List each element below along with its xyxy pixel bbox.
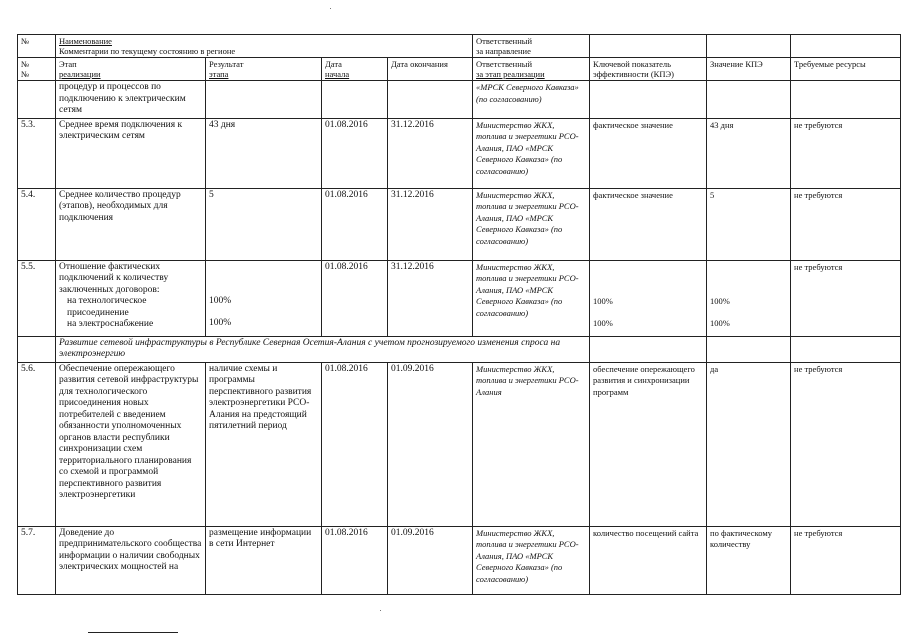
table-row <box>18 526 901 594</box>
col-resources: Требуемые ресурсы <box>791 58 901 81</box>
row-end: 01.09.2016 <box>388 362 473 526</box>
col-stage-line2: реализации <box>59 69 101 79</box>
col-start-line2: начала <box>325 69 350 79</box>
row-resources: не требуются <box>791 118 901 188</box>
cont-start <box>322 81 388 119</box>
plan-table <box>17 34 901 595</box>
header-responsible: Ответственный <box>476 36 533 46</box>
header-num: № <box>18 35 56 58</box>
row-kpe-value: да <box>707 362 791 526</box>
row-num: 5.5. <box>18 260 56 336</box>
col-result-line1: Результат <box>209 59 244 69</box>
header-responsible-cell <box>473 35 590 58</box>
header-empty-2 <box>707 35 791 58</box>
row-kpe: фактическое значение <box>590 188 707 260</box>
header-empty-3 <box>791 35 901 58</box>
scan-speck <box>380 610 381 611</box>
cont-num <box>18 81 56 119</box>
cont-kpe <box>590 81 707 119</box>
col-num-line1: № <box>21 59 30 69</box>
row-responsible: Министерство ЖКХ, топлива и энергетики РСО-Алания <box>473 362 590 526</box>
row-start: 01.08.2016 <box>322 362 388 526</box>
row-start: 01.08.2016 <box>322 188 388 260</box>
table-row <box>18 260 901 336</box>
cont-end <box>388 81 473 119</box>
row-resources: не требуются <box>791 260 901 336</box>
header-row <box>18 35 901 58</box>
col-start-line1: Дата <box>325 59 342 69</box>
row-result: наличие схемы и программы перспективного развития электроэнергетики РСО-Алания на предстоящий пятилетний период <box>206 362 322 526</box>
cont-stage: процедур и процессов по подключению к электрическим сетям <box>56 81 206 119</box>
row-result-b: 100% <box>209 295 232 306</box>
row-stage: Среднее количество процедур (этапов), необходимых для подключения <box>56 188 206 260</box>
footnote-divider <box>88 632 178 633</box>
cont-responsible: «МРСК Северного Кавказа» (по согласованию) <box>473 81 590 119</box>
row-kpe-value <box>707 260 791 336</box>
row-kpe-value: 43 дня <box>707 118 791 188</box>
row-stage-b: на технологическое присоединение <box>67 296 147 318</box>
table-row <box>18 81 901 119</box>
row-num: 5.4. <box>18 188 56 260</box>
row-stage: Обеспечение опережающего развития сетевой инфраструктуры для технологического присоединения новых потребителей с введением обязанности уполномоченных органов власти республики синхронизации схем территориального планирования со схемой и программой перспективного развития электроэнергетики <box>56 362 206 526</box>
scan-speck <box>330 8 331 9</box>
section-row <box>18 336 901 362</box>
table-row <box>18 362 901 526</box>
section-resources <box>791 336 901 362</box>
col-kpe-line1: Ключевой показатель <box>593 59 671 69</box>
row-stage: Доведение до предпринимательского сообщества информации о наличии свободных электрических мощностей на <box>56 526 206 594</box>
row-stage-c: на электроснабжение <box>67 319 154 329</box>
header-name-cell <box>56 35 473 58</box>
row-num: 5.6. <box>18 362 56 526</box>
col-stage-line1: Этап <box>59 59 77 69</box>
section-title: Развитие сетевой инфраструктуры в Республике Северная Осетия-Алания с учетом прогнозируемого изменения спроса на электроэнергию <box>56 336 590 362</box>
header-responsible-2: за направление <box>476 46 531 56</box>
row-kpe <box>590 260 707 336</box>
row-kpe: обеспечение опережающего развития и синхронизации программ <box>590 362 707 526</box>
col-resp-line1: Ответственный <box>476 59 533 69</box>
row-resources: не требуются <box>791 526 901 594</box>
row-kpe-value: по фактическому количеству <box>707 526 791 594</box>
row-end: 31.12.2016 <box>388 188 473 260</box>
col-kpe-value: Значение КПЭ <box>707 58 791 81</box>
row-num: 5.7. <box>18 526 56 594</box>
row-result: размещение информации в сети Интернет <box>206 526 322 594</box>
row-stage: Среднее время подключения к электрическим сетям <box>56 118 206 188</box>
row-end: 01.09.2016 <box>388 526 473 594</box>
row-responsible: Министерство ЖКХ, топлива и энергетики РСО-Алания, ПАО «МРСК Северного Кавказа» (по согласованию) <box>473 118 590 188</box>
row-result: 43 дня <box>206 118 322 188</box>
row-kpe-value: 5 <box>707 188 791 260</box>
section-kpe-value <box>707 336 791 362</box>
section-kpe <box>590 336 707 362</box>
row-responsible: Министерство ЖКХ, топлива и энергетики РСО-Алания, ПАО «МРСК Северного Кавказа» (по согласованию) <box>473 260 590 336</box>
table-row <box>18 118 901 188</box>
header-empty-1 <box>590 35 707 58</box>
column-header-row <box>18 58 901 81</box>
row-num: 5.3. <box>18 118 56 188</box>
row-kpe: фактическое значение <box>590 118 707 188</box>
row-start: 01.08.2016 <box>322 260 388 336</box>
row-kpe-value-c: 100% <box>710 318 730 328</box>
col-num-line2: № <box>21 69 30 79</box>
cont-resources <box>791 81 901 119</box>
row-result: 5 <box>206 188 322 260</box>
col-stage <box>56 58 206 81</box>
col-responsible <box>473 58 590 81</box>
col-result-line2: этапа <box>209 69 229 79</box>
row-start: 01.08.2016 <box>322 118 388 188</box>
row-responsible: Министерство ЖКХ, топлива и энергетики РСО-Алания, ПАО «МРСК Северного Кавказа» (по согласованию) <box>473 188 590 260</box>
row-kpe-value-b: 100% <box>710 295 730 306</box>
table-row <box>18 188 901 260</box>
col-start <box>322 58 388 81</box>
row-result-c: 100% <box>209 318 232 328</box>
header-comment: Комментарии по текущему состоянию в регионе <box>59 46 236 56</box>
row-kpe: количество посещений сайта <box>590 526 707 594</box>
col-kpe-line2: эффективности (КПЭ) <box>593 69 674 79</box>
col-end: Дата окончания <box>388 58 473 81</box>
cont-kpe-value <box>707 81 791 119</box>
row-responsible: Министерство ЖКХ, топлива и энергетики РСО-Алания, ПАО «МРСК Северного Кавказа» (по согласованию) <box>473 526 590 594</box>
section-num <box>18 336 56 362</box>
row-stage-a: Отношение фактических подключений к количеству заключенных договоров: <box>59 261 169 295</box>
row-result <box>206 260 322 336</box>
row-kpe-b: 100% <box>593 295 613 306</box>
row-stage <box>56 260 206 336</box>
row-resources: не требуются <box>791 362 901 526</box>
col-num <box>18 58 56 81</box>
row-resources: не требуются <box>791 188 901 260</box>
row-start: 01.08.2016 <box>322 526 388 594</box>
col-resp-line2: за этап реализации <box>476 69 545 79</box>
col-result <box>206 58 322 81</box>
col-kpe <box>590 58 707 81</box>
header-name: Наименование <box>59 36 112 46</box>
row-end: 31.12.2016 <box>388 260 473 336</box>
cont-result <box>206 81 322 119</box>
row-end: 31.12.2016 <box>388 118 473 188</box>
row-kpe-c: 100% <box>593 318 613 328</box>
